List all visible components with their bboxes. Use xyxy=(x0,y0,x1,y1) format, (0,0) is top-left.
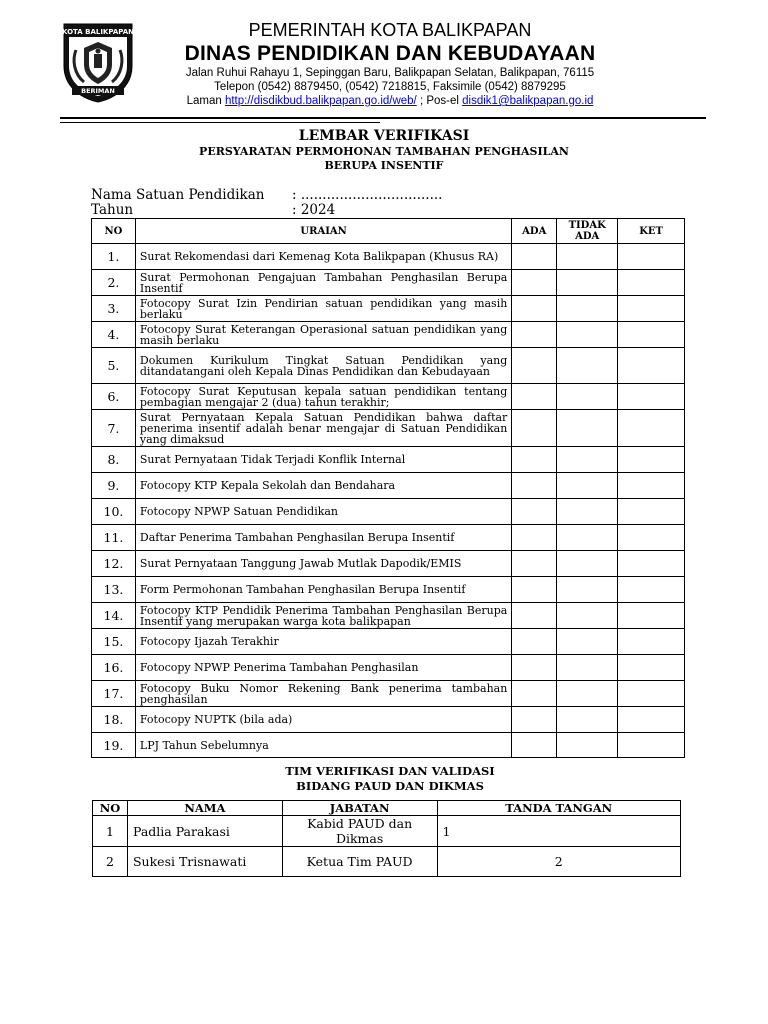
verification-row xyxy=(92,499,685,525)
ket-cell[interactable] xyxy=(618,681,685,707)
signature-number: 1 xyxy=(442,823,451,839)
year-label: Tahun xyxy=(91,202,134,218)
tidak-ada-cell[interactable] xyxy=(557,410,618,447)
ket-cell[interactable] xyxy=(618,270,685,296)
row-number: 17. xyxy=(92,681,136,707)
year-row xyxy=(91,203,442,218)
team-position: Ketua Tim PAUD xyxy=(282,847,437,877)
team-header-no: NO xyxy=(93,801,128,816)
ada-cell[interactable] xyxy=(512,629,557,655)
row-description: Daftar Penerima Tambahan Penghasilan Berupa Insentif xyxy=(135,525,511,551)
document-subtitle-2: BERUPA INSENTIF xyxy=(324,159,444,172)
agency-contacts xyxy=(145,94,635,108)
letterhead-divider-thin xyxy=(60,122,380,123)
row-number: 9. xyxy=(92,473,136,499)
letterhead-divider xyxy=(60,117,706,119)
tidak-ada-cell[interactable] xyxy=(557,577,618,603)
row-number: 10. xyxy=(92,499,136,525)
verification-row xyxy=(92,551,685,577)
website-link[interactable]: http://disdikbud.balikpapan.go.id/web/ xyxy=(224,95,417,107)
ada-cell[interactable] xyxy=(512,733,557,758)
row-number: 1. xyxy=(92,244,136,270)
ada-cell[interactable] xyxy=(512,707,557,733)
verification-header-row xyxy=(92,219,685,244)
team-no: 1 xyxy=(93,816,128,847)
tidak-ada-cell[interactable] xyxy=(557,473,618,499)
team-header-row xyxy=(93,801,681,816)
ada-cell[interactable] xyxy=(512,525,557,551)
row-number: 8. xyxy=(92,447,136,473)
ket-cell[interactable] xyxy=(618,473,685,499)
verification-row xyxy=(92,410,685,447)
tidak-ada-cell[interactable] xyxy=(557,733,618,758)
ket-cell[interactable] xyxy=(618,410,685,447)
row-number: 6. xyxy=(92,384,136,410)
tidak-ada-cell[interactable] xyxy=(557,603,618,629)
ada-cell[interactable] xyxy=(512,551,557,577)
ket-cell[interactable] xyxy=(618,499,685,525)
header-ada: ADA xyxy=(512,219,557,244)
row-description: Fotocopy Surat Izin Pendirian satuan pendidikan yang masih berlaku xyxy=(135,296,511,322)
team-title xyxy=(0,764,768,794)
ket-cell[interactable] xyxy=(618,447,685,473)
tidak-ada-cell[interactable] xyxy=(557,296,618,322)
balikpapan-city-seal-icon xyxy=(58,20,138,104)
document-titles xyxy=(0,127,768,173)
ada-cell[interactable] xyxy=(512,296,557,322)
unit-value: : ................................. xyxy=(292,187,443,203)
verification-row xyxy=(92,681,685,707)
ket-cell[interactable] xyxy=(618,525,685,551)
tidak-ada-cell[interactable] xyxy=(557,447,618,473)
seal-text-bottom: BERIMAN xyxy=(81,87,115,95)
ada-cell[interactable] xyxy=(512,603,557,629)
ada-cell[interactable] xyxy=(512,577,557,603)
header-ket: KET xyxy=(618,219,685,244)
row-number: 19. xyxy=(92,733,136,758)
agency-phone: Telepon (0542) 8879450, (0542) 7218815, Faksimile (0542) 8879295 xyxy=(214,81,566,93)
ada-cell[interactable] xyxy=(512,410,557,447)
row-description: Fotocopy Buku Nomor Rekening Bank penerima tambahan penghasilan xyxy=(135,681,511,707)
team-title-1: TIM VERIFIKASI DAN VALIDASI xyxy=(285,764,495,778)
row-description: Fotocopy KTP Pendidik Penerima Tambahan Penghasilan Berupa Insentif yang merupakan warga kota balikpapan xyxy=(135,603,511,629)
row-description: Fotocopy NPWP Penerima Tambahan Penghasilan xyxy=(135,655,511,681)
email-link[interactable]: disdik1@balikpapan.go.id xyxy=(462,95,594,107)
letterhead-text xyxy=(145,18,635,108)
row-description: Surat Rekomendasi dari Kemenag Kota Balikpapan (Khusus RA) xyxy=(135,244,511,270)
government-name: PEMERINTAH KOTA BALIKPAPAN xyxy=(248,20,532,40)
row-description: Surat Pernyataan Tanggung Jawab Mutlak Dapodik/EMIS xyxy=(135,551,511,577)
tidak-ada-cell[interactable] xyxy=(557,707,618,733)
tidak-ada-cell[interactable] xyxy=(557,499,618,525)
tidak-ada-cell[interactable] xyxy=(557,348,618,384)
row-description: Surat Pernyataan Kepala Satuan Pendidikan bahwa daftar penerima insentif adalah benar mengajar di Satuan Pendidikan yang dimaksud xyxy=(135,410,511,447)
ada-cell[interactable] xyxy=(512,244,557,270)
row-description: Surat Pernyataan Tidak Terjadi Konflik Internal xyxy=(135,447,511,473)
verification-row xyxy=(92,577,685,603)
year-value: : 2024 xyxy=(292,202,336,218)
ket-cell[interactable] xyxy=(618,244,685,270)
ket-cell[interactable] xyxy=(618,551,685,577)
verification-row xyxy=(92,733,685,758)
verification-row xyxy=(92,707,685,733)
tidak-ada-cell[interactable] xyxy=(557,270,618,296)
ada-cell[interactable] xyxy=(512,655,557,681)
row-description: Fotocopy Ijazah Terakhir xyxy=(135,629,511,655)
row-number: 2. xyxy=(92,270,136,296)
row-description: Dokumen Kurikulum Tingkat Satuan Pendidikan yang ditandatangani oleh Kepala Dinas Pendidikan dan Kebudayaan xyxy=(135,348,511,384)
ada-cell[interactable] xyxy=(512,384,557,410)
verification-row xyxy=(92,244,685,270)
ket-cell[interactable] xyxy=(618,603,685,629)
document-meta xyxy=(91,188,442,218)
verification-row xyxy=(92,322,685,348)
team-row xyxy=(93,816,681,847)
verification-row xyxy=(92,629,685,655)
ket-cell[interactable] xyxy=(618,655,685,681)
email-label: ; Pos-el xyxy=(416,95,463,107)
tidak-ada-cell[interactable] xyxy=(557,384,618,410)
header-tidak-ada: TIDAK ADA xyxy=(557,219,618,244)
row-number: 4. xyxy=(92,322,136,348)
tidak-ada-cell[interactable] xyxy=(557,244,618,270)
tidak-ada-cell[interactable] xyxy=(557,681,618,707)
ket-cell[interactable] xyxy=(618,322,685,348)
row-number: 16. xyxy=(92,655,136,681)
team-signature xyxy=(437,847,681,877)
ada-cell[interactable] xyxy=(512,473,557,499)
row-number: 14. xyxy=(92,603,136,629)
team-name: Sukesi Trisnawati xyxy=(127,847,282,877)
team-table xyxy=(92,800,681,877)
web-label: Laman xyxy=(186,95,225,107)
verification-row xyxy=(92,525,685,551)
row-number: 7. xyxy=(92,410,136,447)
team-no: 2 xyxy=(93,847,128,877)
row-description: LPJ Tahun Sebelumnya xyxy=(135,733,511,758)
tidak-ada-cell[interactable] xyxy=(557,629,618,655)
document-title: LEMBAR VERIFIKASI xyxy=(298,128,470,144)
verification-row xyxy=(92,603,685,629)
verification-rows xyxy=(92,244,685,758)
row-number: 11. xyxy=(92,525,136,551)
ket-cell[interactable] xyxy=(618,577,685,603)
tidak-ada-cell[interactable] xyxy=(557,551,618,577)
team-header-nama: NAMA xyxy=(127,801,282,816)
row-description: Fotocopy Surat Keterangan Operasional satuan pendidikan yang masih berlaku xyxy=(135,322,511,348)
agency-name: DINAS PENDIDIKAN DAN KEBUDAYAAN xyxy=(184,42,596,65)
team-row xyxy=(93,847,681,877)
seal-text-top: KOTA BALIKPAPAN xyxy=(61,28,135,36)
verification-row xyxy=(92,384,685,410)
ada-cell[interactable] xyxy=(512,681,557,707)
team-position: Kabid PAUD dan Dikmas xyxy=(282,816,437,847)
tidak-ada-cell[interactable] xyxy=(557,322,618,348)
document-subtitle-1: PERSYARATAN PERMOHONAN TAMBAHAN PENGHASILAN xyxy=(199,145,569,158)
verification-row xyxy=(92,473,685,499)
verification-row xyxy=(92,296,685,322)
unit-label: Nama Satuan Pendidikan xyxy=(91,187,265,203)
row-description: Fotocopy Surat Keputusan kepala satuan pendidikan tentang pembagian mengajar 2 (dua) tahun terakhir; xyxy=(135,384,511,410)
ada-cell[interactable] xyxy=(512,348,557,384)
ada-cell[interactable] xyxy=(512,447,557,473)
row-description: Fotocopy NUPTK (bila ada) xyxy=(135,707,511,733)
row-number: 18. xyxy=(92,707,136,733)
team-name: Padlia Parakasi xyxy=(127,816,282,847)
agency-address: Jalan Ruhui Rahayu 1, Sepinggan Baru, Balikpapan Selatan, Balikpapan, 76115 xyxy=(185,67,595,79)
team-title-2: BIDANG PAUD DAN DIKMAS xyxy=(296,779,484,793)
row-number: 5. xyxy=(92,348,136,384)
ada-cell[interactable] xyxy=(512,270,557,296)
row-number: 13. xyxy=(92,577,136,603)
letterhead xyxy=(0,0,768,125)
row-number: 3. xyxy=(92,296,136,322)
ket-cell[interactable] xyxy=(618,733,685,758)
verification-row xyxy=(92,655,685,681)
row-description: Fotocopy NPWP Satuan Pendidikan xyxy=(135,499,511,525)
verification-row xyxy=(92,447,685,473)
ket-cell[interactable] xyxy=(618,629,685,655)
ket-cell[interactable] xyxy=(618,296,685,322)
ket-cell[interactable] xyxy=(618,348,685,384)
verification-table xyxy=(91,218,685,758)
row-number: 15. xyxy=(92,629,136,655)
ada-cell[interactable] xyxy=(512,322,557,348)
team-header-jabatan: JABATAN xyxy=(282,801,437,816)
ada-cell[interactable] xyxy=(512,499,557,525)
header-uraian: URAIAN xyxy=(135,219,511,244)
row-description: Fotocopy KTP Kepala Sekolah dan Bendahara xyxy=(135,473,511,499)
row-number: 12. xyxy=(92,551,136,577)
team-signature xyxy=(437,816,681,847)
ket-cell[interactable] xyxy=(618,384,685,410)
ket-cell[interactable] xyxy=(618,707,685,733)
tidak-ada-cell[interactable] xyxy=(557,655,618,681)
signature-number: 2 xyxy=(554,854,563,869)
tidak-ada-cell[interactable] xyxy=(557,525,618,551)
row-description: Surat Permohonan Pengajuan Tambahan Penghasilan Berupa Insentif xyxy=(135,270,511,296)
verification-row xyxy=(92,348,685,384)
team-header-tanda-tangan: TANDA TANGAN xyxy=(437,801,681,816)
row-description: Form Permohonan Tambahan Penghasilan Berupa Insentif xyxy=(135,577,511,603)
verification-row xyxy=(92,270,685,296)
unit-row xyxy=(91,188,442,203)
header-no: NO xyxy=(92,219,136,244)
